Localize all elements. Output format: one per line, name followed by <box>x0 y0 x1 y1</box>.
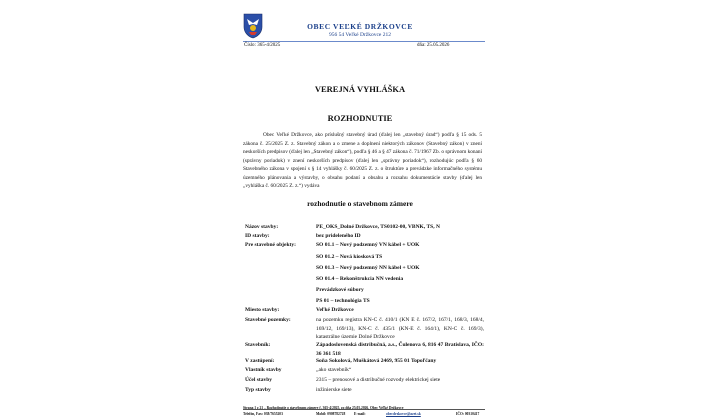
municipality-name: OBEC VEĽKÉ DRŽKOVCE <box>307 22 413 31</box>
row-label: ID stavby: <box>245 233 270 239</box>
reference-number: Číslo: 365-4/2025 <box>244 43 281 48</box>
row-label: Účel stavby <box>245 377 273 383</box>
footer-phone: Telefón, Fax: 038/7655203 <box>243 412 283 416</box>
row-value: Prevádzkové súbory <box>316 287 364 293</box>
row-label: Stavebník: <box>245 342 271 348</box>
row-value: na pozemku registra KN-C č. 410/1 (KN E č. 167/2, 167/1, 168/3, 168/4, 169/12, 169/13), KN-C č. 435/1 (KN-E č. 164/1), KN-C č. 169/3), katastrálne územie Dolné Držkovce <box>316 317 484 341</box>
row-value: „ako stavebník“ <box>316 367 352 373</box>
row-value: inžinierske siete <box>316 387 352 393</box>
row-value: SO 01.1 – Nový podzemný VN kábel + UOK <box>316 242 420 248</box>
row-label: Názov stavby: <box>245 224 279 230</box>
row-label: Miesto stavby: <box>245 307 280 313</box>
row-value: Soňa Sokolová, Muškátová 2469, 955 01 Topoľčany <box>316 358 437 364</box>
row-value: PE_OKS_Dolné Držkovce, TS0102-00, VBNK, TS, N <box>316 224 440 230</box>
decision-subheading: rozhodnutie o stavebnom zámere <box>307 199 413 208</box>
row-label: Vlastník stavby <box>245 367 282 373</box>
document-date: dňa: 25.05.2026 <box>417 43 450 48</box>
row-value: Veľké Držkovce <box>316 307 354 313</box>
decision-heading: ROZHODNUTIE <box>327 113 393 123</box>
row-value: bez prideleného ID <box>316 233 361 239</box>
footer-email-link[interactable]: obecdrzkovce@azet.sk <box>386 412 421 416</box>
row-value: Západoslovenská distribučná, a.s., Čulenova 6, 816 47 Bratislava, IČO: 36 361 518 <box>316 342 484 357</box>
footer-email-label: E-mail: <box>354 412 366 416</box>
header-divider <box>243 41 485 42</box>
footer-mobile: Mobil: 0908782728 <box>316 412 346 416</box>
row-value: SO 01.2 – Nová kiosková TS <box>316 254 383 260</box>
intro-paragraph: Obec Veľké Držkovce, ako príslušný stavebný úrad (ďalej len „stavebný úrad“) podľa § 15 ods. 5 zákona č. 25/2025 Z. z. Stavebný zákon a o zmene a doplnení niektorých zákonov (Stavebný zákon) v znení neskorších predpisov (ďalej len „Stavebný zákon“), podľa § 46 a § 47 zákona č. 71/1967 Zb. o správnom konaní (správny poriadok) v znení neskorších predpisov (ďalej len „správny poriadok“), rozhodujúc podľa § 60 Stavebného zákona v spojení s § 14 vyhlášky č. 60/2025 Z. z. o štruktúre a prevádzke informačného systému územného plánovania a výstavby, o obsahu podaní a obsahu a rozsahu dokumentácie stavby (ďalej len „vyhláška č. 60/2025 Z. z.“) vydáva <box>243 132 482 190</box>
row-label: Typ stavby <box>245 387 271 393</box>
footer-ico: IČO: 00310417 <box>456 412 480 416</box>
footer-page-info: Strana 1 z 21 – Rozhodnutie o stavebnom zámere č. 365-4/2025, zo dňa 25.05.2026, Obec Veľké Držkovce <box>243 406 404 410</box>
row-label: Stavebné pozemky: <box>245 317 291 323</box>
row-value: 2315 – prenosové a distribučné rozvody elektrickej siete <box>316 377 441 383</box>
row-value: PS 01 – technológia TS <box>316 298 370 304</box>
row-value: SO 01.3 – Nový podzemný NN kábel + UOK <box>316 265 420 271</box>
row-label: V zastúpení: <box>245 358 275 364</box>
announcement-heading: VEREJNÁ VYHLÁŠKA <box>314 84 406 94</box>
row-label: Pre stavebné objekty: <box>245 242 296 248</box>
municipality-address: 956 54 Veľké Držkovce 212 <box>328 32 391 38</box>
row-value: SO 01.4 – Rekonštrukcia NN vedenia <box>316 276 404 282</box>
